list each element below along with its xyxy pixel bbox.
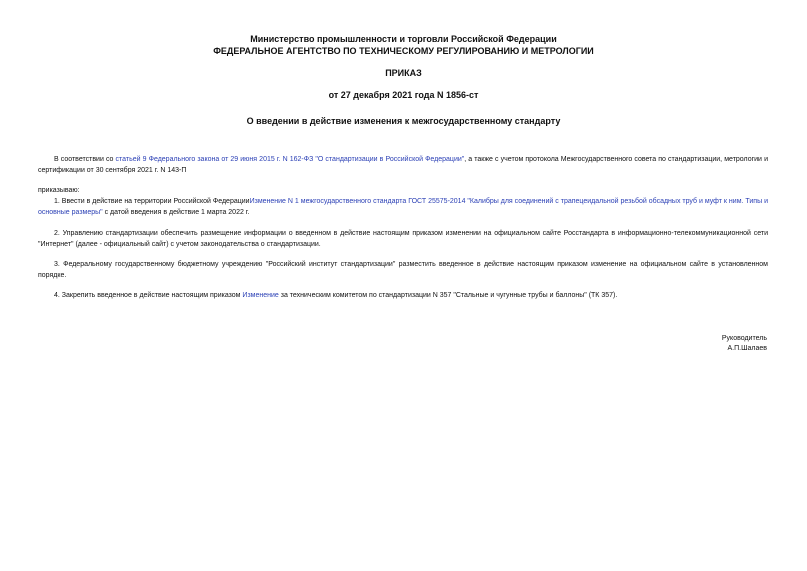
amendment-link[interactable]: Изменение bbox=[242, 292, 279, 299]
item-4-lead: 4. Закрепить введенное в действие настоящим приказом bbox=[54, 292, 243, 299]
item-4-paragraph bbox=[38, 290, 768, 301]
amendment-gost-link[interactable]: Изменение N 1 межгосударственного стандарта ГОСТ 25575-2014 "Калибры для соединений с трапецеидальной резьбой обсадных труб и муфт к ним. Типы и основные размеры" bbox=[38, 198, 768, 216]
item-2-paragraph: 2. Управлению стандартизации обеспечить размещение информации о введенном в действие настоящим приказом изменении на официальном сайте Росстандарта в информационно-телекоммуникационной сети "Интернет" (далее - официальный сайт) с учетом законодательства о стандартизации. bbox=[38, 230, 768, 248]
item-1-tail: с датой введения в действие 1 марта 2022 г. bbox=[102, 209, 250, 216]
item-1-lead: 1. Ввести в действие на территории Российской Федерации bbox=[54, 198, 250, 205]
signature-name: А.П.Шалаев bbox=[727, 345, 767, 352]
item-1-paragraph bbox=[38, 196, 768, 218]
document-subject: О введении в действие изменения к межгосударственному стандарту bbox=[246, 116, 561, 126]
item-3-paragraph: 3. Федеральному государственному бюджетному учреждению "Российский институт стандартизации" разместить введенное в действие настоящим приказом изменение на официальном сайте в установленном порядке. bbox=[38, 261, 768, 279]
item-4-tail: за техническим комитетом по стандартизации N 357 "Стальные и чугунные трубы и баллоны" (ТК 357). bbox=[278, 292, 618, 299]
signature-title: Руководитель bbox=[721, 335, 767, 342]
intro-lead: В соответствии со bbox=[54, 156, 116, 163]
intro-paragraph bbox=[38, 154, 768, 176]
agency-name: ФЕДЕРАЛЬНОЕ АГЕНТСТВО ПО ТЕХНИЧЕСКОМУ РЕГУЛИРОВАНИЮ И МЕТРОЛОГИИ bbox=[213, 46, 594, 56]
law-link[interactable]: статьей 9 Федерального закона от 29 июня 2015 г. N 162-ФЗ "О стандартизации в Российской Федерации" bbox=[115, 156, 465, 163]
prikazyvayu-label: приказываю: bbox=[38, 187, 80, 194]
document-type: ПРИКАЗ bbox=[385, 68, 422, 78]
document-date-number: от 27 декабря 2021 года N 1856-ст bbox=[328, 90, 479, 100]
ministry-name: Министерство промышленности и торговли Российской Федерации bbox=[250, 34, 557, 44]
intro-tail: , а также с учетом протокола Межгосударственного совета по стандартизации, метрологии и сертификации от 30 сентября 2021 г. N 143-П bbox=[38, 156, 768, 174]
